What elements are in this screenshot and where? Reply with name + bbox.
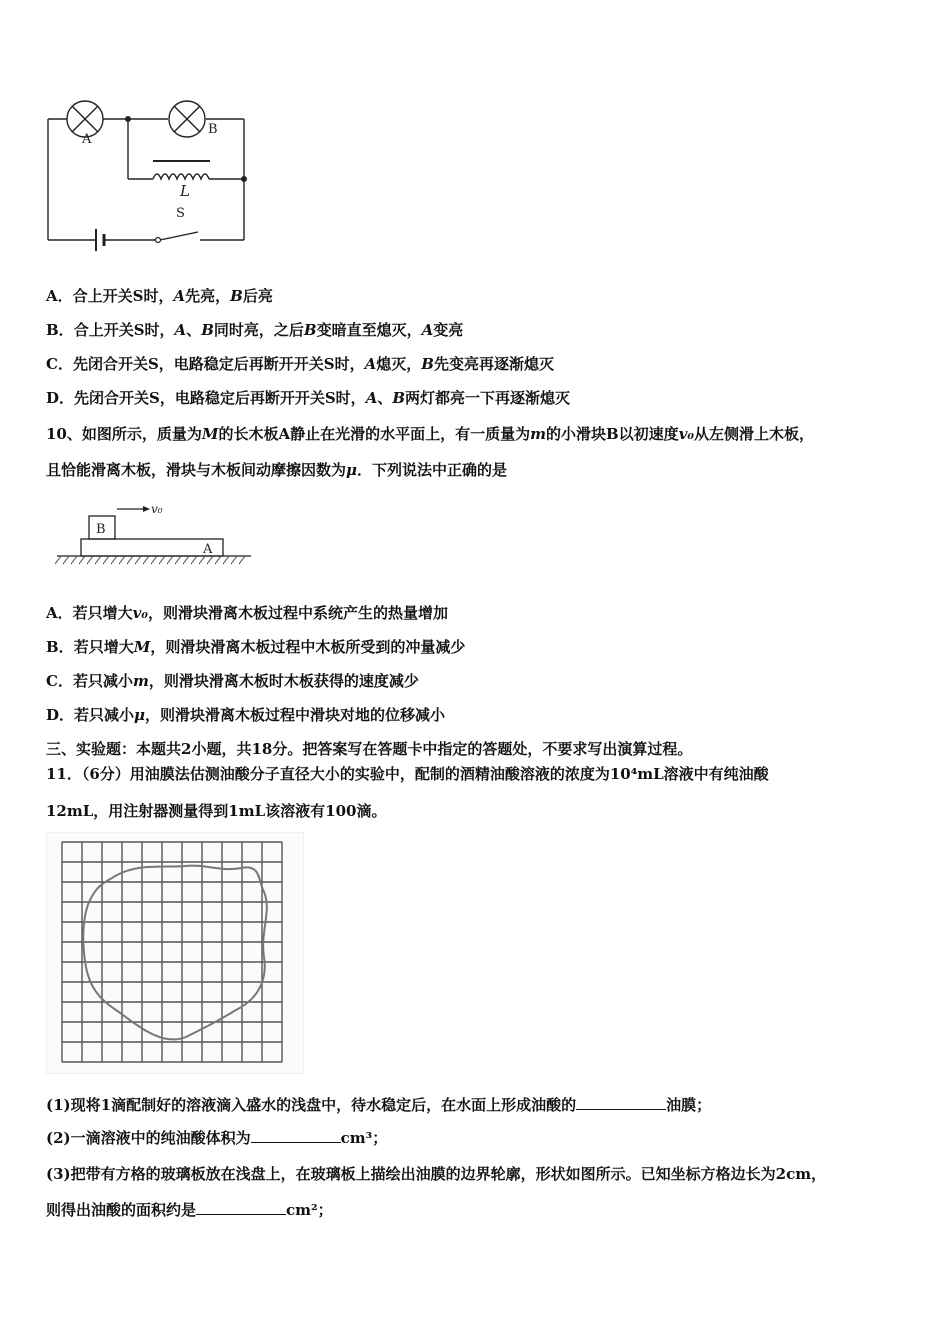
q10-option-a: A．若只增大v₀，则滑块滑离木板过程中系统产生的热量增加	[46, 604, 448, 622]
circuit-diagram	[40, 95, 260, 255]
q9-option-b: B．合上开关S时，A、B同时亮，之后B变暗直至熄灭，A变亮	[46, 321, 464, 339]
q11-sub2: (2)一滴溶液中的纯油酸体积为 cm³；	[46, 1129, 388, 1147]
oil-film-grid	[46, 832, 304, 1074]
q9-option-d: D．先闭合开关S，电路稳定后再断开开关S时，A、B两灯都亮一下再逐渐熄灭	[46, 389, 571, 407]
block-board-diagram	[55, 498, 255, 570]
q9-option-a: A．合上开关S时，A先亮，B后亮	[46, 287, 273, 305]
q10-stem-line2: 且恰能滑离木板，滑块与木板间动摩擦因数为μ．下列说法中正确的是	[46, 461, 508, 479]
answer-blank-3[interactable]	[196, 1200, 286, 1215]
q10-stem-line1: 10、如图所示，质量为M的长木板A静止在光滑的水平面上，有一质量为m的小滑块B以初速度v₀从左侧滑上木板，	[46, 425, 814, 443]
board-a-label: A	[203, 542, 213, 557]
q11-stem-line1: 11．（6分）用油膜法估测油酸分子直径大小的实验中，配制的酒精油酸溶液的浓度为10⁴mL溶液中有纯油酸	[46, 765, 769, 783]
q9-option-c: C．先闭合开关S，电路稳定后再断开开关S时，A熄灭，B先变亮再逐渐熄灭	[46, 355, 554, 373]
answer-blank-1[interactable]	[576, 1095, 666, 1110]
board-a	[81, 539, 223, 556]
lamp-b-icon	[169, 101, 205, 137]
switch-label: S	[176, 206, 185, 221]
q10-option-d: D．若只减小μ，则滑块滑离木板过程中滑块对地的位移减小	[46, 706, 446, 724]
section-3-heading: 三、实验题：本题共2小题，共18分。把答案写在答题卡中指定的答题处，不要求写出演算过程。	[46, 740, 693, 758]
velocity-arrow-icon	[143, 506, 150, 512]
q11-sub3-line2: 则得出油酸的面积约是 cm²；	[46, 1201, 333, 1219]
velocity-label: v₀	[151, 502, 163, 516]
inductor-label: L	[180, 182, 190, 200]
answer-blank-2[interactable]	[251, 1128, 341, 1143]
q11-sub1: (1)现将1滴配制好的溶液滴入盛水的浅盘中，待水稳定后，在水面上形成油酸的 油膜；	[46, 1096, 712, 1114]
block-b-label: B	[96, 522, 106, 537]
q11-stem-line2: 12mL，用注射器测量得到1mL该溶液有100滴。	[46, 802, 387, 820]
lamp-b-label: B	[208, 122, 218, 137]
q11-sub3-line1: (3)把带有方格的玻璃板放在浅盘上，在玻璃板上描绘出油膜的边界轮廓，形状如图所示。已知坐标方格边长为2cm，	[46, 1165, 827, 1183]
q10-option-b: B．若只增大M，则滑块滑离木板过程中木板所受到的冲量减少	[46, 638, 466, 656]
q10-option-c: C．若只减小m，则滑块滑离木板时木板获得的速度减少	[46, 672, 419, 690]
lamp-a-label: A	[82, 132, 92, 147]
